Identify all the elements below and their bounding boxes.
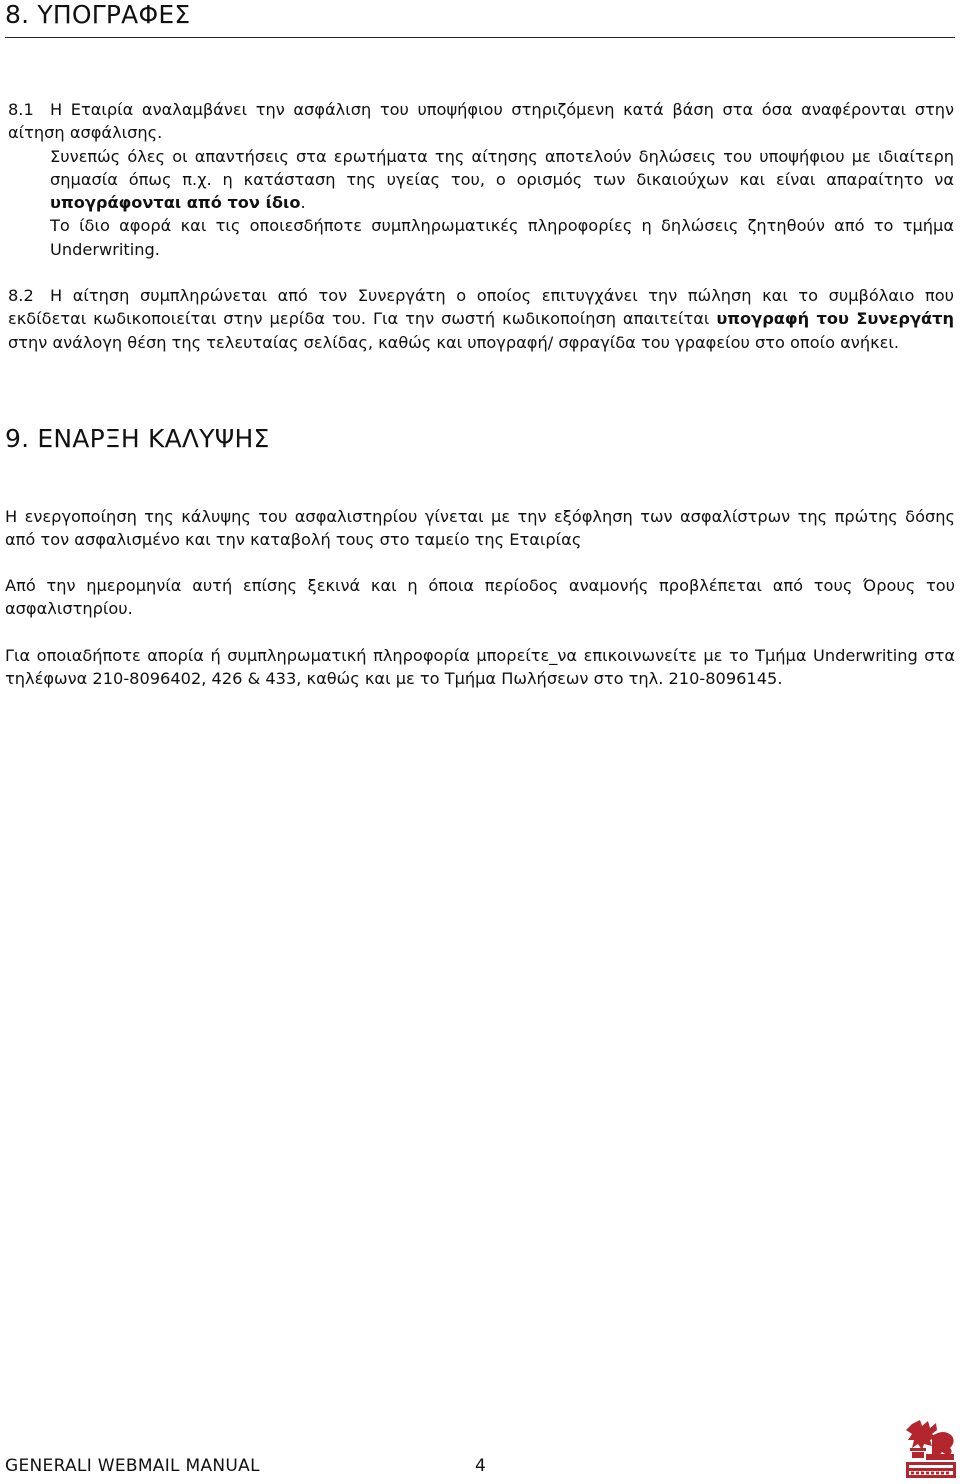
heading-rule <box>5 37 955 38</box>
paragraph-8-2-bold: υπογραφή του Συνεργάτη <box>716 309 954 329</box>
paragraph-8-1-text-c: Το ίδιο αφορά και τις οποιεσδήποτε συμπληρωματικές πληροφορίες η δηλώσεις ζητηθούν από το τμήμα Underwriting. <box>50 216 954 259</box>
section-8-heading: 8. ΥΠΟΓΡΑΦΕΣ <box>5 0 191 29</box>
paragraph-8-2-text-a: Η αίτηση συμπληρώνεται από τον Συνεργάτη ο οποίος επιτυγχάνει την πώληση και το συμβόλαιο που εκδίδεται κωδικοποιείται στην μερίδα του. Για την σωστή κωδικοποίηση απαιτείται <box>8 286 954 329</box>
paragraph-8-1-text-a: Η Εταιρία αναλαμβάνει την ασφάλιση του υποψήφιου στηριζόμενη κατά βάση στα όσα αναφέρονται στην αίτηση ασφάλισης. <box>8 100 954 143</box>
paragraph-8-1-bold: υπογράφονται από τον ίδιο <box>50 193 301 213</box>
section-9-heading: 9. ΕΝΑΡΞΗ ΚΑΛΥΨΗΣ <box>5 424 270 453</box>
paragraph-8-1-text-b: Συνεπώς όλες οι απαντήσεις στα ερωτήματα της αίτησης αποτελούν δηλώσεις του υποψήφιου με ιδιαίτερη σημασία όπως π.χ. η κατάσταση της υγείας του, ο ορισμός των δικαιούχων και είναι απαραίτητο να <box>50 146 954 189</box>
footer-title: GENERALI WEBMAIL MANUAL <box>5 1456 260 1476</box>
paragraph-8-2-number: 8.2 <box>8 286 34 305</box>
paragraph-9-2: Από την ημερομηνία αυτή επίσης ξεκινά και η όποια περίοδος αναμονής προβλέπεται από τους Όρους του ασφαλιστηρίου. <box>5 576 955 619</box>
paragraph-8-2-text-b: στην ανάλογη θέση της τελευταίας σελίδας, καθώς και υπογραφή/ σφραγίδα του γραφείου στο οποίο ανήκει. <box>8 332 900 352</box>
footer-page-number: 4 <box>475 1456 486 1476</box>
paragraph-8-1-number: 8.1 <box>8 100 34 119</box>
paragraph-9-3: Για οποιαδήποτε απορία ή συμπληρωματική πληροφορία μπορείτε_να επικοινωνείτε με το Τμήμα Underwriting στα τηλέφωνα 210-8096402, 426 & 433, καθώς και με το Τμήμα Πωλήσεων στο τηλ. 210-8096145. <box>5 646 955 689</box>
generali-lion-logo-icon <box>902 1418 958 1480</box>
paragraph-8-2 <box>8 284 954 354</box>
paragraph-8-1 <box>8 98 954 261</box>
paragraph-8-1-text-b-end: . <box>300 193 306 213</box>
paragraph-9-1: Η ενεργοποίηση της κάλυψης του ασφαλιστηρίου γίνεται με την εξόφληση των ασφαλίστρων της πρώτης δόσης από τον ασφαλισμένο και την καταβολή τους στο ταμείο της Εταιρίας <box>5 507 955 550</box>
paragraph-8-1-block-b <box>8 145 954 215</box>
